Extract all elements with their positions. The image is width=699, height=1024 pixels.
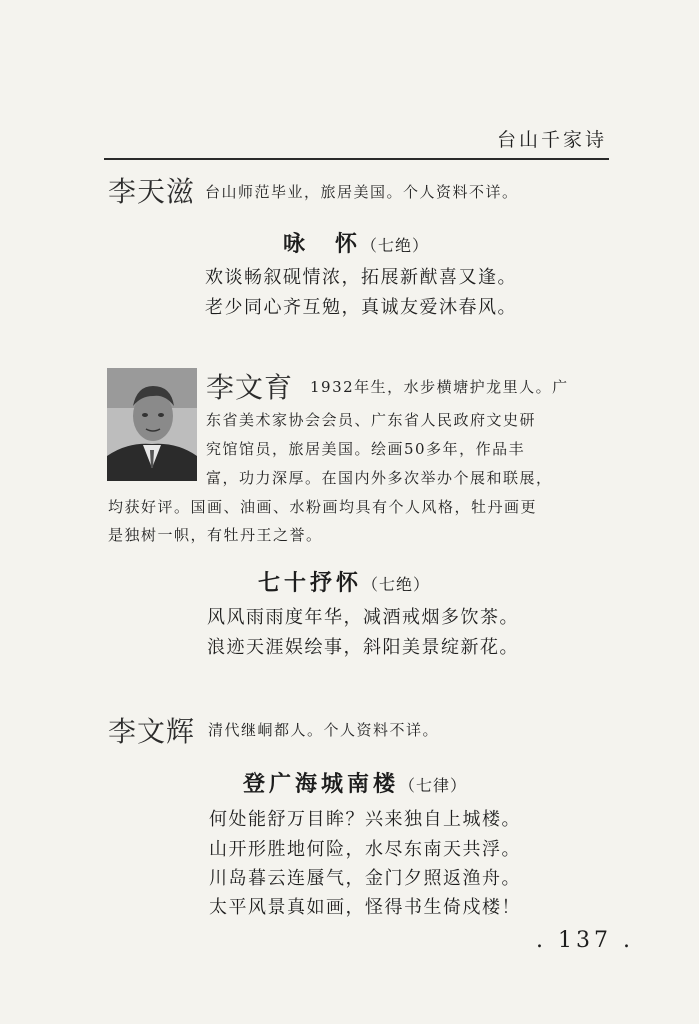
poem-line: 太平风景真如画，怪得书生倚戍楼！ bbox=[209, 897, 521, 918]
poem-line: 何处能舒万目眸？兴来独自上城楼。 bbox=[209, 809, 521, 830]
author-name: 李文育 bbox=[206, 371, 294, 404]
poem-line: 风风雨雨度年华，减酒戒烟多饮茶。 bbox=[207, 607, 519, 628]
poem-line: 浪迹天涯娱绘事，斜阳美景绽新花。 bbox=[207, 637, 519, 658]
author-bio: 究馆馆员，旅居美国。绘画50多年，作品丰 bbox=[206, 440, 526, 458]
poem-form: （七律） bbox=[399, 776, 468, 795]
poem-line: 山开形胜地何险，水尽东南天共浮。 bbox=[209, 839, 521, 860]
book-title: 台山千家诗 bbox=[496, 129, 607, 151]
poem-line: 欢谈畅叙砚情浓，拓展新猷喜又逢。 bbox=[205, 267, 517, 288]
poem-title-text: 咏 怀 bbox=[283, 232, 362, 257]
poem-line: 老少同心齐互勉，真诚友爱沐春风。 bbox=[205, 297, 517, 318]
page-number: . 137 . bbox=[536, 928, 634, 953]
poem-title bbox=[243, 767, 467, 798]
portrait-photo bbox=[107, 368, 197, 481]
author-bio: 均获好评。国画、油画、水粉画均具有个人风格，牡丹画更 bbox=[108, 498, 538, 516]
poem-title bbox=[258, 566, 430, 597]
poem-form: （七绝） bbox=[362, 575, 431, 594]
author-bio: 东省美术家协会会员、广东省人民政府文史研 bbox=[206, 411, 537, 429]
author-name: 李文辉 bbox=[108, 715, 196, 748]
author-bio: 台山师范毕业，旅居美国。个人资料不详。 bbox=[205, 183, 519, 201]
author-name: 李天滋 bbox=[108, 175, 196, 208]
author-bio: 富，功力深厚。在国内外多次举办个展和联展， bbox=[206, 469, 553, 487]
author-bio: 是独树一帜，有牡丹王之誉。 bbox=[108, 526, 323, 544]
poem-line: 川岛暮云连蜃气，金门夕照返渔舟。 bbox=[209, 868, 521, 889]
poem-title-text: 登广海城南楼 bbox=[243, 772, 400, 797]
poem-title-text: 七十抒怀 bbox=[258, 571, 363, 596]
poem-form: （七绝） bbox=[361, 236, 430, 255]
poem-title bbox=[283, 227, 429, 258]
header-rule bbox=[104, 158, 609, 160]
author-bio: 1932年生，水步横塘护龙里人。广 bbox=[310, 378, 569, 396]
author-bio: 清代继峒都人。个人资料不详。 bbox=[208, 721, 440, 739]
